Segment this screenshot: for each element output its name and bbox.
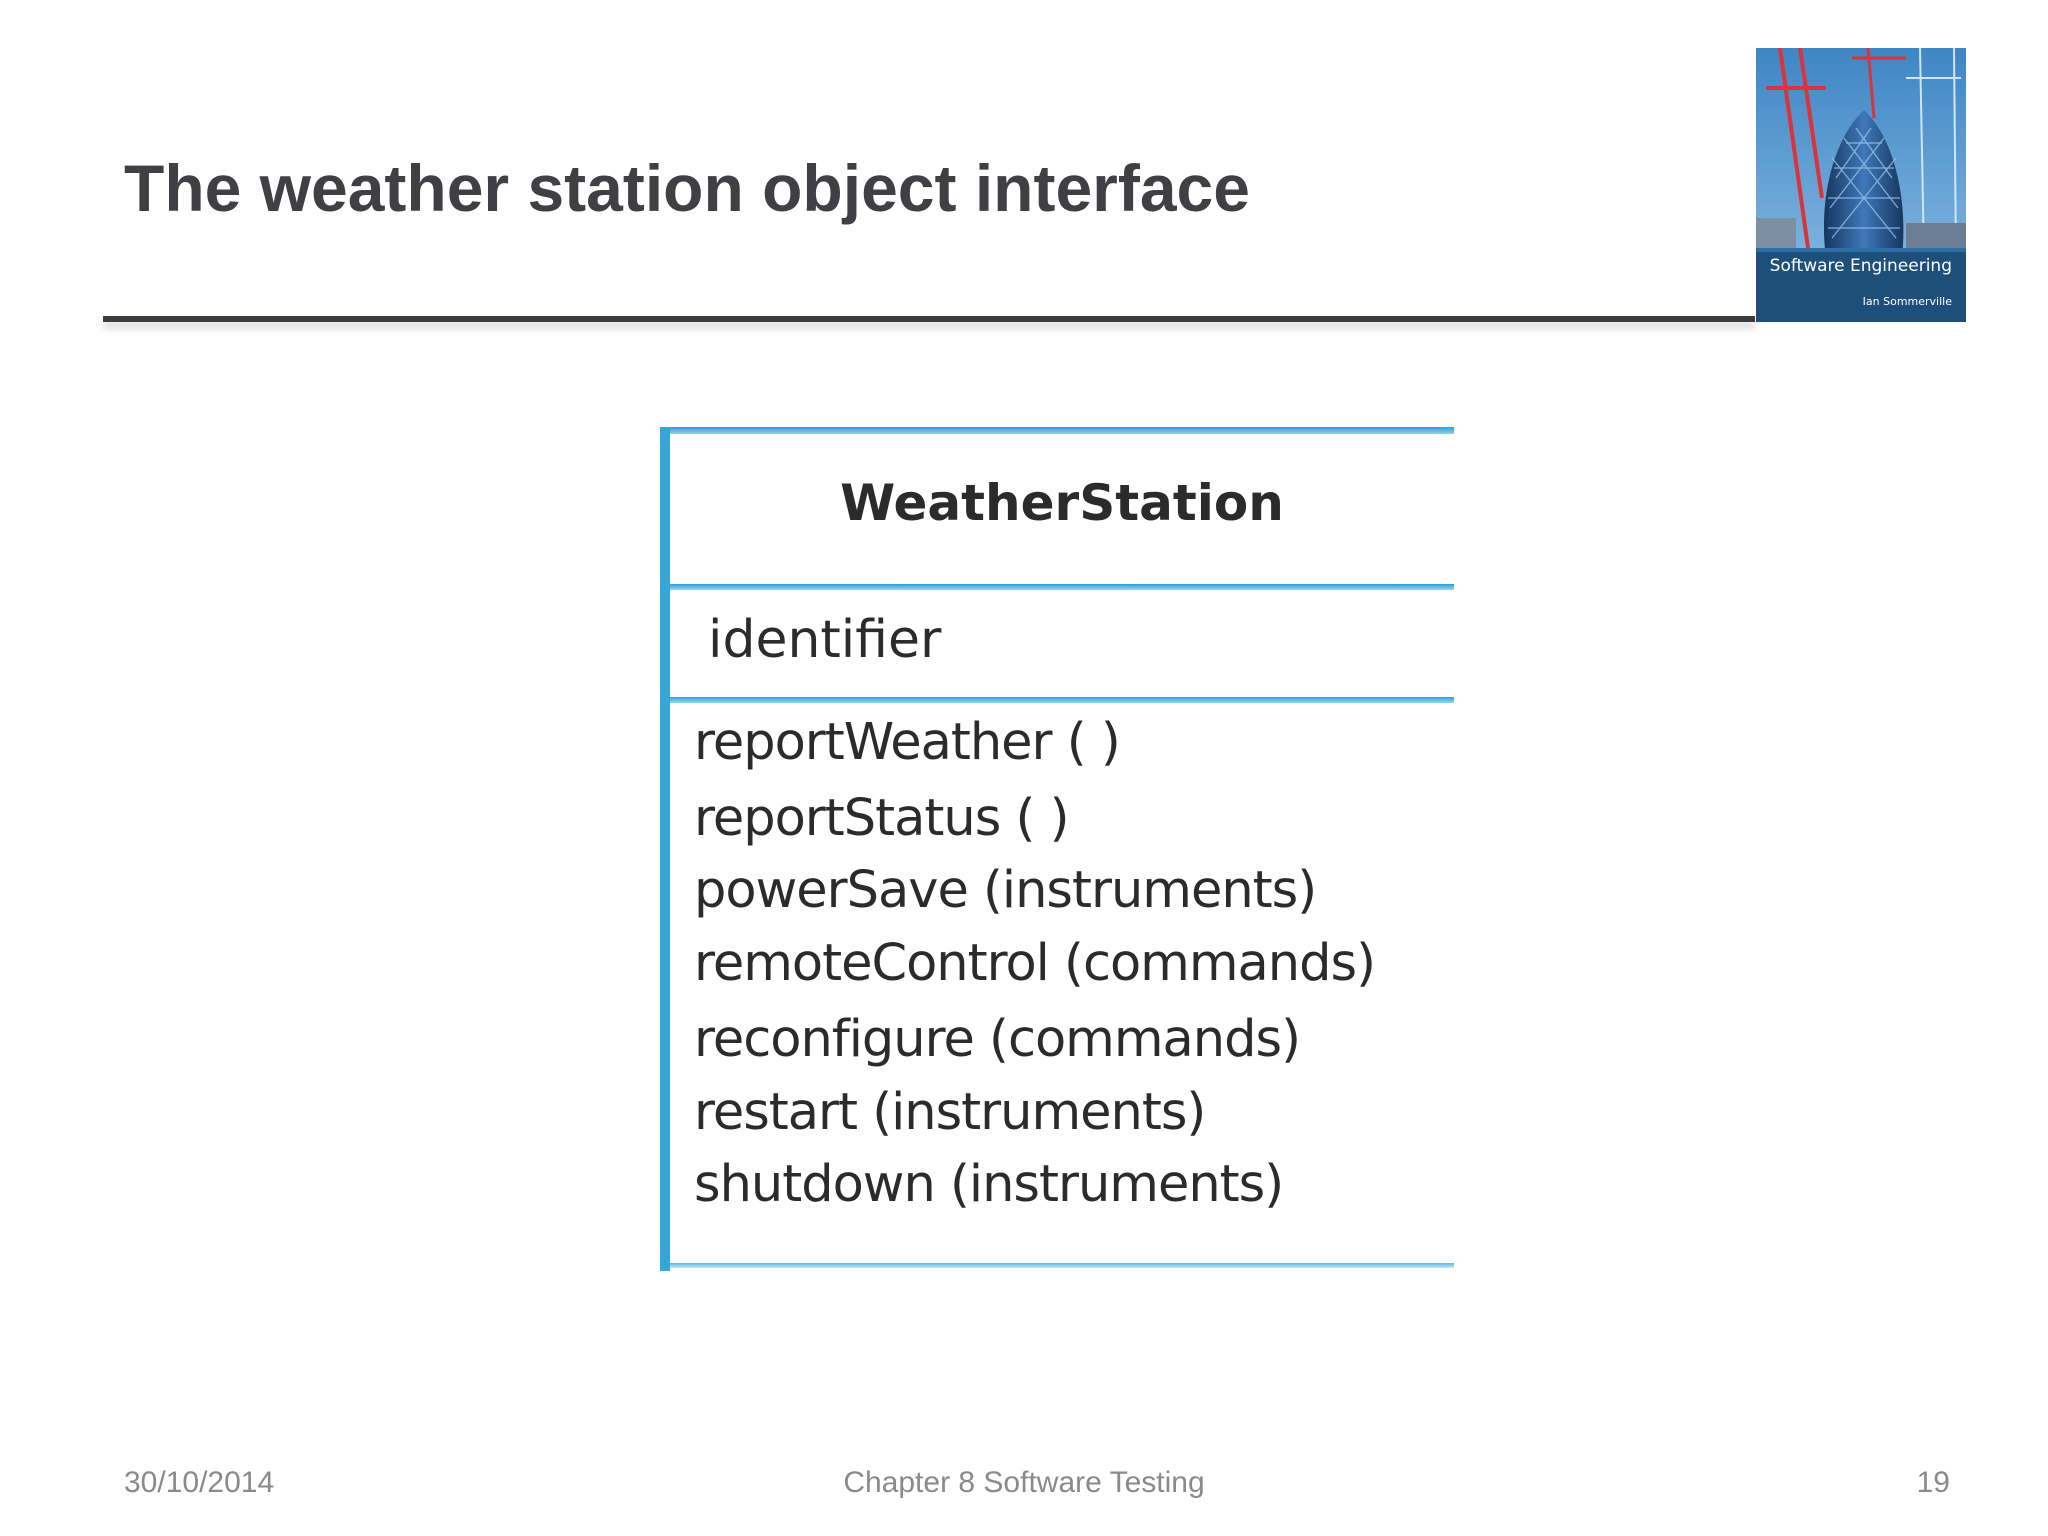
uml-operation: reconfigure (commands) — [694, 1010, 1300, 1069]
footer-date: 30/10/2014 — [124, 1466, 275, 1499]
uml-operations-compartment — [670, 703, 1454, 1263]
book-cover-author: Ian Sommerville — [1862, 295, 1952, 308]
uml-operation: powerSave (instruments) — [694, 861, 1317, 920]
footer-chapter: Chapter 8 Software Testing — [843, 1466, 1205, 1499]
book-cover-image — [1756, 48, 1966, 322]
uml-operation: reportStatus ( ) — [694, 789, 1069, 848]
book-cover-illustration — [1756, 48, 1966, 322]
book-cover-title: Software Engineering — [1769, 256, 1952, 276]
uml-class-diagram — [660, 427, 1454, 1271]
slide-title: The weather station object interface — [124, 151, 1250, 225]
title-divider — [103, 316, 1755, 322]
uml-attributes-compartment — [670, 590, 1454, 697]
uml-operation: remoteControl (commands) — [694, 934, 1375, 993]
uml-operation: shutdown (instruments) — [694, 1155, 1284, 1214]
uml-operation: reportWeather ( ) — [694, 713, 1120, 772]
uml-class-name-compartment — [670, 434, 1454, 584]
uml-top-border — [670, 427, 1454, 434]
uml-operation: restart (instruments) — [694, 1083, 1206, 1142]
uml-attribute: identifier — [708, 610, 942, 670]
footer-page-number: 19 — [1916, 1466, 1950, 1499]
uml-bottom-border — [670, 1263, 1454, 1268]
uml-class-name: WeatherStation — [840, 474, 1284, 532]
